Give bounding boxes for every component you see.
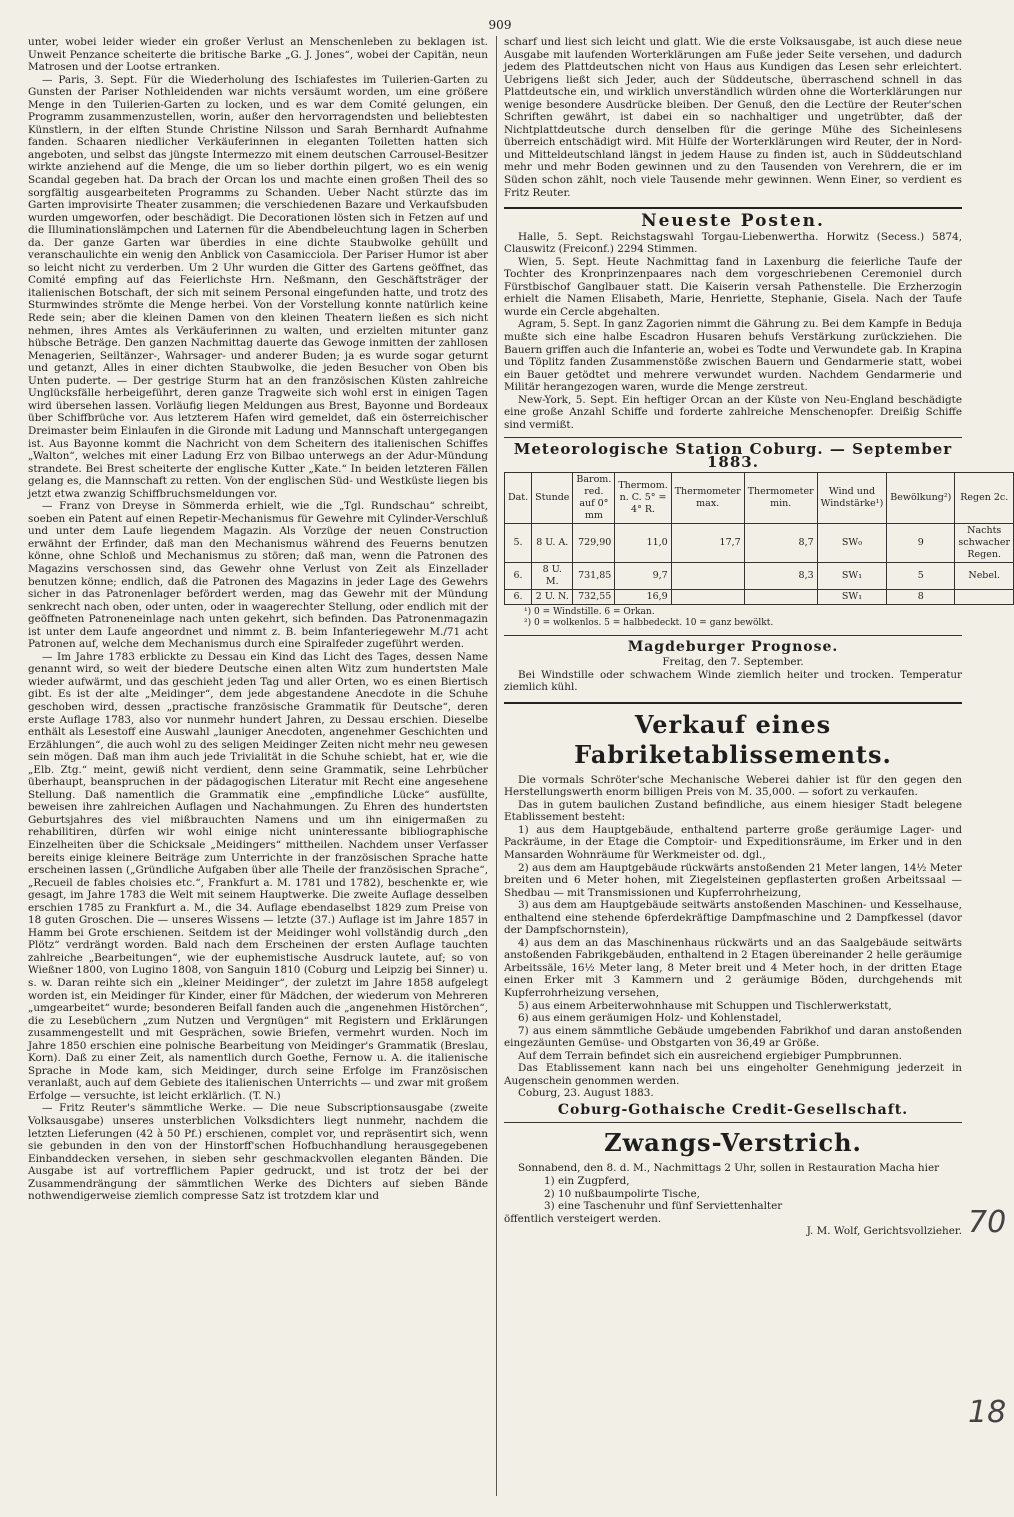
sale-company: Coburg-Gothaische Credit-Gesellschaft.: [557, 1101, 909, 1118]
sale-intro-2: Das in gutem baulichen Zustand befindliche, aus einem hiesiger Stadt belegene Etablissement besteht:: [504, 798, 962, 824]
meteo-col-barometer: Barom. red. auf 0° mm: [573, 472, 615, 523]
table-cell: 5: [887, 562, 955, 589]
sale-item: 7) aus einem sämmtliche Gebäude umgebenden Fabrikhof und daran anstoßenden eingezäunten Gemüse- und Obstgarten von 36,49 ar Größe.: [504, 1024, 962, 1050]
meteo-table: [504, 472, 1014, 605]
sale-heading: Verkauf eines Fabriketablissements.: [574, 709, 892, 769]
left-column: [28, 36, 488, 1504]
section-divider: [504, 1122, 962, 1123]
table-cell: 729,90: [573, 523, 615, 562]
article-reuter-works: — Fritz Reuter's sämmtliche Werke. — Die neue Subscriptionsausgabe (zweite Volksausgabe) unseres unsterblichen Volksdichters liegt nunmehr, nachdem die letzten Lieferungen (42 à 50 Pf.) erschienen, complet vor, und repräsentirt sich, wenn sie gebunden in den von der Hinstorff'schen Hofbuchhandlung herausgegebenen Einbanddecken versehen, in sieben sehr geschmackvollen eleganten Bänden. Die Ausgabe ist auf vortrefflichem Papier gedruckt, und ist trotz der bei der Zusammendrängung der sämmtlichen Werke des Dichters auf sieben Bände nothwendigerweise ziemlich compresse Satz ist trotzdem klar und: [28, 1102, 488, 1203]
auction-signature: J. M. Wolf, Gerichtsvollzieher.: [806, 1225, 962, 1238]
meteo-col-thermometer: Thermom. n. C. 5° = 4° R.: [615, 472, 671, 523]
table-row: [505, 562, 1014, 589]
table-row: [505, 523, 1014, 562]
table-cell: SW₁: [817, 562, 887, 589]
sale-item: 5) aus einem Arbeiterwohnhause mit Schuppen und Tischlerwerkstatt,: [518, 999, 892, 1012]
table-cell: 2 U. N.: [532, 589, 573, 604]
news-item-newyork: New-York, 5. Sept. Ein heftiger Orcan an der Küste von Neu-England beschädigte eine große Anzahl Schiffe und forderte zahlreiche Menschenopfer. Dreißig Schiffe sind vermißt.: [504, 393, 962, 431]
meteo-col-clouds: Bewölkung²): [887, 472, 955, 523]
article-reuter-continued: scharf und liest sich leicht und glatt. Wie die erste Volksausgabe, ist auch diese neue Ausgabe mit laufenden Worterklärungen am Fuße jeder Seite versehen, und dadurch jedem des Plattdeutschen nicht von Haus aus Kundigen das Lesen sehr erleichtert. Uebrigens ließt sich Jeder, auch der Süddeutsche, überraschend schnell in das Plattdeutsche ein, und wirklich unverständlich würden ohne die Worterklärungen nur wenige besondere Ausdrücke bleiben. Der Genuß, den die Lectüre der Reuter'schen Schriften gewährt, ist dabei ein so nachhaltiger und ungetrübter, daß der Nichtplattdeutsche durch denselben für die geringe Mühe des Sicheinlesens überreich entschädigt wird. Mit Hülfe der Worterklärungen wird Reuter, der in Nord- und Mitteldeutschland längst in jedem Hause zu finden ist, auch in Süddeutschland mehr und mehr Boden gewinnen und zu den Tausenden von Verehrern, die er im Süden schon zählt, noch viele Tausende mehr gewinnen. Wenn Einer, so verdient es Fritz Reuter.: [504, 36, 962, 199]
meteo-col-hour: Stunde: [532, 472, 573, 523]
table-cell: 8,3: [744, 562, 817, 589]
table-cell: 16,9: [615, 589, 671, 604]
news-item-wien: Wien, 5. Sept. Heute Nachmittag fand in Laxenburg die feierliche Taufe der Tochter des Kronprinzenpaares nach dem vorgeschriebenen Ceremoniel durch Fürstbischof Ganglbauer statt. Die Kaiserin versah Pathenstelle. Die Erzherzogin erhielt die Namen Elisabeth, Marie, Henriette, Stephanie, Gisela. Nach der Taufe wurde ein Cercle abgehalten.: [504, 255, 962, 318]
table-cell: Nachts schwacher Regen.: [955, 523, 1014, 562]
auction-item: 3) eine Taschenuhr und fünf Serviettenhalter: [544, 1200, 783, 1213]
table-cell: [744, 589, 817, 604]
table-row: [505, 589, 1014, 604]
table-cell: 6.: [505, 562, 532, 589]
sale-item: 4) aus dem an das Maschinenhaus rückwärts und an das Saalgebäude seitwärts anstoßenden Fabrikgebäuden, enthaltend in 2 Etagen übereinander 2 helle geräumige Arbeitssäle, 16½ Meter lang, 8 Meter breit und 4 Meter hoch, in der dritten Etage einen Erker mit 3 Kammern und 2 geräumige Böden, durchgehends mit Kupferrohrheizung versehen,: [504, 936, 962, 999]
meteo-col-wind: Wind und Windstärke¹): [817, 472, 887, 523]
meteo-heading: Meteorologische Station Coburg. — September 1883.: [513, 440, 953, 471]
sale-closing: Das Etablissement kann nach bei uns eingeholter Genehmigung jederzeit in Augenschein genommen werden.: [504, 1062, 962, 1087]
meteo-col-max: Thermometer max.: [671, 472, 744, 523]
sale-item: 6) aus einem geräumigen Holz- und Kohlenstadel,: [518, 1012, 782, 1025]
meteo-col-min: Thermometer min.: [744, 472, 817, 523]
table-cell: [671, 589, 744, 604]
table-cell: 8,7: [744, 523, 817, 562]
section-divider: [504, 207, 962, 209]
handwritten-margin-mark: 70: [968, 1205, 1007, 1240]
table-cell: 732,55: [573, 589, 615, 604]
section-divider: [504, 702, 962, 704]
table-cell: 9: [887, 523, 955, 562]
table-cell: SW₁: [817, 589, 887, 604]
table-cell: 9,7: [615, 562, 671, 589]
auction-item: 2) 10 nußbaumpolirte Tische,: [544, 1187, 700, 1200]
news-item-agram: Agram, 5. Sept. In ganz Zagorien nimmt die Gährung zu. Bei dem Kampfe in Beduja mußte sich eine halbe Escadron Husaren behufs Verstärkung zurückziehen. Die Bauern griffen auch die Infanterie an, wobei es Todte und Verwundete gab. In Krapina und Töplitz fanden Zusammenstöße zwischen Bauern und Gendarmerie statt, wobei ein Bauer getödtet und mehrere verwundet wurden. Nachdem Gendarmerie und Militär herangezogen waren, wurde die Menge zerstreut.: [504, 318, 962, 394]
sale-place-date: Coburg, 23. August 1883.: [518, 1087, 654, 1100]
page-number: 909: [488, 18, 512, 32]
meteo-col-rain: Regen 2c.: [955, 472, 1014, 523]
prognosis-heading: Magdeburger Prognose.: [627, 638, 839, 655]
article-meidinger: — Im Jahre 1783 erblickte zu Dessau ein Kind das Licht des Tages, dessen Name genannt wird, so weit der biedere Deutsche einen alten Witz zum hundertsten Male wieder aufwärmt, und das geschieht jeden Tag und aller Orten, wo es einen Biertisch gibt. Es ist der alte „Meidinger“, dem jede abgestandene Anecdote in die Schuhe geschoben wird, dessen „practische französische Grammatik für Deutsche“, deren erste Auflage 1783, also vor nunmehr hundert Jahren, zu Dessau erschien. Dieselbe enthält als Lesestoff eine Auswahl „launiger Anecdoten, angenehmer Geschichten und Erzählungen“, die auch wohl zu des seligen Meidinger Zeiten nicht mehr neu gewesen sein mögen. Daß man ihm auch jede Trivialität in die Schuhe schiebt, hat er, wie die „Elb. Ztg.“ meint, gewiß nicht verdient, denn seine Grammatik, seine Lehrbücher überhaupt, beanspruchen in der pädagogischen Literatur mit Recht eine angesehene Stellung. Daß namentlich die Grammatik eine „empfindliche Lücke“ ausfüllte, beweisen ihre zahlreichen Auflagen und Nachahmungen. Zu Ehren des hundertsten Geburtsjahres des viel mißbrauchten Namens und um ihn einigermaßen zu rehabilitiren, dürfen wir wohl einige nicht uninteressante bibliographische Einzelheiten über die Schicksale „Meidingers“ mittheilen. Nachdem unser Verfasser bereits einige kleinere Beiträge zum Unterrichte in der französischen Sprache hatte erscheinen lassen („Gründliche Aufgaben über alle Theile der französischen Sprache“, „Recueil de fables choisies etc.“, Frankfurt a. M. 1781 und 1782), beschenkte er, wie gesagt, im Jahre 1783 die Welt mit seinem Hauptwerke. Die zweite Auflage desselben erschien 1785 zu Frankfurt a. M., die 34. Auflage ebendaselbst 1829 zum Preise von 18 guten Groschen. Die — unseres Wissens — letzte (37.) Auflage ist im Jahre 1857 in Hamm bei Grote erschienen. Seitdem ist der Meidinger wohl vollständig durch „den Plötz“ verdrängt worden. Bald nach dem Erscheinen der ersten Auflage tauchten zahlreiche „Bearbeitungen“, wie der euphemistische Ausdruck lautete, auf; so von Wießner 1800, von Lugino 1808, von Sanguin 1810 (Coburg und Leipzig bei Sinner) u. s. w. Daran reihte sich ein „kleiner Meidinger“, der zuletzt im Jahre 1858 aufgelegt worden ist, ein Meidinger für Kinder, einer für Mädchen, der wiederum von Mehreren „umgearbeitet“ wurde; besonderen Beifall fanden auch die „angenehmen Histörchen“, die zu Lesebüchern „zum Nutzen und Vergnügen“ mit Registern und Erklärungen zusammengestellt und mit Gesprächen, sowie Briefen, vermehrt wurden. Noch im Jahre 1850 erschien eine polnische Bearbeitung von Meidinger's Grammatik (Breslau, Korn). Daß zu einer Zeit, als namentlich durch Goethe, Fernow u. A. die italienische Sprache in Mode kam, sich Meidinger, durch seine Erfolge im Französischen veranlaßt, auch auf dem Gebiete des italienischen Unterrichts — und zwar mit großem Erfolge — versuchte, ist leicht erklärlich. (T. N.): [28, 650, 488, 1102]
table-cell: 731,85: [573, 562, 615, 589]
table-cell: 8: [887, 589, 955, 604]
sale-item: 3) aus dem am Hauptgebäude seitwärts anstoßenden Maschinen- und Kesselhause, enthaltend eine stehende 6pferdekräftige Dampfmaschine und 2 Dampfkessel (davor der Dampfschornstein),: [504, 899, 962, 937]
prognosis-text: Bei Windstille oder schwachem Winde ziemlich heiter und trocken. Temperatur ziemlich kühl.: [504, 668, 962, 694]
section-divider: [504, 437, 962, 438]
table-cell: 8 U. M.: [532, 562, 573, 589]
article-dreyse-patent: — Franz von Dreyse in Sömmerda erhielt, wie die „Tgl. Rundschau“ schreibt, soeben ein Patent auf einen Repetir-Mechanismus für Gewehre mit Cylinder-Verschluß und unter dem Laufe liegendem Magazin. Als Vorzüge der neuen Construction erwähnt der Erfinder, daß man den Mechanismus während des Feuerns benutzen könne, ohne Schloß und Mechanismus zu stören; daß man, wenn die Patronen des Magazins verschossen sind, das Gewehr ohne Verlust von Zeit als Einzellader benutzen könne; endlich, daß die Patronen des Magazins in jeder Lage des Gewehrs sicher in das Patronenlager befördert werden, mag das Gewehr mit der Mündung senkrecht nach oben, oder unten, oder in waagerechter Stellung, oder endlich mit der geöffneten Patroneneinlage nach unten gekehrt, sich befinden. Das Patronenmagazin ist unter dem Laufe angeordnet und nimmt z. B. beim Infanteriegewehr M./71 acht Patronen auf, welche dem Mechanismus durch eine Spiralfeder zugeführt werden.: [28, 500, 488, 651]
table-cell: 5.: [505, 523, 532, 562]
auction-heading: Zwangs-Verstrich.: [604, 1128, 862, 1158]
sale-item: 1) aus dem Hauptgebäude, enthaltend parterre große geräumige Lager- und Packräume, in der Etage die Comptoir- und Expeditionsräume, im Erker und in den Mansarden Wohnräume für Werkmeister od. dgl.,: [504, 823, 962, 861]
table-cell: [955, 589, 1014, 604]
table-cell: Nebel.: [955, 562, 1014, 589]
meteo-footnote-clouds: ²) 0 = wolkenlos. 5 = halbbedeckt. 10 = ganz bewölkt.: [524, 617, 774, 628]
auction-closing: öffentlich versteigert werden.: [504, 1212, 662, 1225]
column-divider: [496, 36, 497, 1496]
article-shipwreck-end: unter, wobei leider wieder ein großer Verlust an Menschenleben zu beklagen ist. Unweit Penzance scheiterte die britische Barke „G. J. Jones“, wobei der Capitän, neun Matrosen und der Lootse ertranken.: [28, 36, 488, 74]
sale-intro: Die vormals Schröter'sche Mechanische Weberei dahier ist für den gegen den Herstellungswerth enorm billigen Preis von M. 35,000. — sofort zu verkaufen.: [504, 773, 962, 799]
section-divider: [504, 635, 962, 636]
auction-intro: Sonnabend, den 8. d. M., Nachmittags 2 Uhr, sollen in Restauration Macha hier: [518, 1162, 940, 1175]
sale-item: 2) aus dem am Hauptgebäude rückwärts anstoßenden 21 Meter langen, 14½ Meter breiten und 6 Meter hohen, mit Ziegelsteinen gepflasterten großen Arbeitssaal — Shedbau — mit Transmissionen und Kupferrohrheizung,: [504, 861, 962, 899]
table-cell: 6.: [505, 589, 532, 604]
handwritten-margin-mark: 18: [968, 1395, 1007, 1430]
table-cell: SW₀: [817, 523, 887, 562]
prognosis-date: Freitag, den 7. September.: [662, 656, 804, 669]
table-cell: 11,0: [615, 523, 671, 562]
meteo-col-date: Dat.: [505, 472, 532, 523]
news-heading: Neueste Posten.: [641, 211, 825, 232]
sale-pump: Auf dem Terrain befindet sich ein ausreichend ergiebiger Pumpbrunnen.: [518, 1049, 902, 1062]
article-paris-storm: — Paris, 3. Sept. Für die Wiederholung des Ischiafestes im Tuilerien-Garten zu Gunsten der Pariser Nothleidenden war nichts versäumt worden, um eine größere Menge in den Tuilerien-Garten zu locken, und es war dem Comité gelungen, ein Programm zusammenzustellen, worin, außer den hervorragendsten und beliebtesten Künstlern, in der elften Stunde Christine Nilsson und Sarah Bernhardt Aufnahme fanden. Schaaren niedlicher Verkäuferinnen in eleganten Toiletten hatten sich angeboten, und selbst das jüngste Intermezzo mit einem deutschen Carrousel-Besitzer wirkte anziehend auf die Menge, die um so lieber dorthin pilgert, wo es ein wenig Scandal gegeben hat. Da brach der Orcan los und machte einen großen Theil des so sorgfältig ausgearbeiteten Programms zu Schanden. Ueber Nacht stürzte das im Garten improvisirte Theater zusammen; die verschiedenen Bazare und Verkaufsbuden wurden umgeworfen, oder beschädigt. Die Decorationen lösten sich in Fetzen auf und die Illuminationslämpchen und Laternen für die Abendbeleuchtung lagen in Scherben da. Der ganze Garten war überdies in eine dichte Staubwolke gehüllt und veranschaulichte ein wenig den Anblick von Casamicciola. Der Pariser Humor ist aber so leicht nicht zu verderben. Um 2 Uhr wurden die Gitter des Gartens geöffnet, das Comité empfing auf das Feierlichste Hrn. Neßmann, den Geschäftsträger der italienischen Botschaft, der sich mit seinem Personal eingefunden hatte, und trotz des Sturmwindes strömte die Menge herbei. Von der Vorstellung konnte natürlich keine Rede sein; aber die kleinen Damen von den kleinen Theatern ließen es sich nicht nehmen, ihres Amtes als Verkäuferinnen zu walten, und erzielten mitunter ganz hübsche Beträge. Den ganzen Nachmittag dauerte das Gewoge inmitten der zahllosen Menagerien, Seiltänzer-, Wahrsager- und anderer Buden; ja es wurde sogar geturnt und getanzt, Alles in einer dichten Staubwolke, die jeden Besucher von Oben bis Unten puderte. — Der gestrige Sturm hat an den französischen Küsten zahlreiche Unglücksfälle herbeigeführt, deren ganze Tragweite sich wohl erst in einigen Tagen wird übersehen lassen. Vorläufig liegen Meldungen aus Brest, Bayonne und Bordeaux über Schiffbrüche vor. Aus letzterem Hafen wird gemeldet, daß ein österreichischer Dreimaster beim Einlaufen in die Gironde mit Ladung und Mannschaft untergegangen ist. Aus Bayonne kommt die Nachricht von dem Scheitern des italienischen Schiffes „Walton“, welches mit einer Ladung Erz von Bilbao unterwegs an der Adur-Mündung strandete. Bei Brest scheiterte der englische Kutter „Kate.“ In beiden letzteren Fällen gelang es, die Mannschaft zu retten. Von der englischen Süd- und Westküste liegen bis jetzt etwa zwanzig Schiffbruchsmeldungen vor.: [28, 73, 488, 500]
auction-item: 1) ein Zugpferd,: [544, 1175, 630, 1187]
meteo-footnote-wind: ¹) 0 = Windstille. 6 = Orkan.: [524, 606, 655, 617]
table-cell: [671, 562, 744, 589]
table-cell: 8 U. A.: [532, 523, 573, 562]
meteo-header-row: [505, 472, 1014, 523]
news-item-halle: Halle, 5. Sept. Reichstagswahl Torgau-Liebenwertha. Horwitz (Secess.) 5874, Clauswitz (Freiconf.) 2294 Stimmen.: [504, 230, 962, 256]
table-cell: 17,7: [671, 523, 744, 562]
